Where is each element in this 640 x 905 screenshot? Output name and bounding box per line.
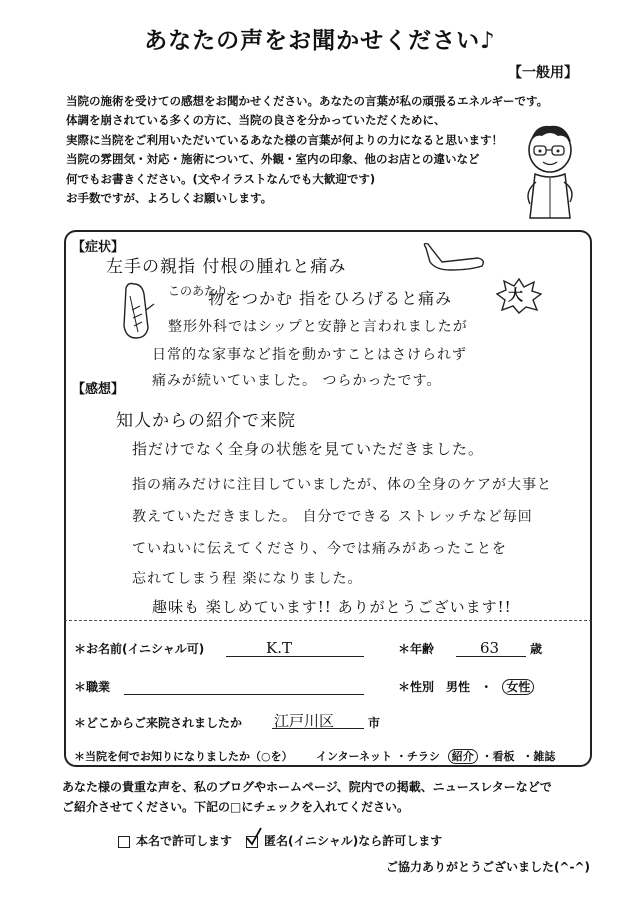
impression-line: 教えていただきました。 自分でできる ストレッチなど毎回 [132,509,533,525]
intro-text [66,92,549,208]
intro-line: 体調を崩されている多くの方に、当院の良さを分かっていただくために、 [66,113,446,128]
from-label: ＊どこからご来院されましたか [74,716,243,730]
impression-line: 指だけでなく全身の状態を見ていただきました。 [132,440,485,458]
permission-option-real[interactable] [118,832,232,849]
hand-sketch-icon [118,280,158,344]
gender-label: ＊性別 [398,680,435,694]
location-note: このあたり [168,284,229,298]
page-title: あなたの声をお聞かせください♪ [144,28,496,54]
option-real-label: 本名で許可します [136,834,233,848]
source-label: ＊当院を何でお知りになりましたか（○を） [74,750,293,763]
impression-line: 忘れてしまう程 楽になりました。 [132,571,363,587]
symptoms-label: 【症状】 [72,240,125,255]
impression-line: ていねいに伝えてくださり、今では痛みがあったことを [132,541,507,557]
permission-text-line: ご紹介させてください。下記の□にチェックを入れてください。 [62,800,409,814]
intro-line: 何でもお書きください。(文やイラストなんでも大歓迎です) [66,171,376,186]
from-field[interactable] [272,710,364,729]
option-initial-label: 匿名(イニシャル)なら許可します [264,834,443,848]
job-label: ＊職業 [74,680,111,694]
symptom-line: 日常的な家事など指を動かすことはさけられず [152,347,467,363]
checkbox-real-name[interactable] [118,836,130,848]
name-value: K.T [266,639,292,657]
intro-line: 実際に当院をご利用いただいているあなた様の言葉が何よりの力になると思います！ [66,132,503,147]
thanks-text: ご協力ありがとうございました(^-^) [385,860,590,874]
intro-line: 当院の雰囲気・対応・施術について、外観・室内の印象、他のお店との違いなど [66,152,480,167]
age-field[interactable] [456,638,526,657]
source-options [316,748,555,764]
source-option-internet[interactable]: インターネット [316,750,393,763]
burst-text: 大 [508,286,525,304]
age-label: ＊年齢 [398,642,435,656]
symptom-line: 痛みが続いていました。 つらかったです。 [152,373,442,389]
age-unit: 歳 [530,642,543,656]
intro-line: 当院の施術を受けての感想をお聞かせください。あなたの言葉が私の頑張るエネルギーです。 [66,94,549,108]
source-option-magazine[interactable]: ・雑誌 [522,750,556,763]
age-value: 63 [480,639,500,657]
symptom-line: 物をつかむ 指をひろげると痛み [208,289,453,308]
gender-options [446,678,534,695]
edition-label: 【一般用】 [508,65,578,81]
intro-line: お手数ですが、よろしくお願いします。 [66,191,273,206]
permission-text-line: あなた様の貴重な声を、私のブログやホームページ、院内での掲載、ニュースレターなどで [62,780,552,794]
gender-separator: ・ [480,680,493,694]
name-label: ＊お名前(イニシャル可) [74,642,205,656]
from-unit: 市 [368,716,381,730]
source-option-referral[interactable]: 紹介 [448,749,478,764]
name-field[interactable] [226,638,364,657]
permission-option-initial[interactable] [246,832,442,849]
symptom-line: 左手の親指 付根の腫れと痛み [106,257,347,277]
impression-line: 趣味も 楽しめています!! ありがとうございます!! [152,598,512,616]
gender-female[interactable]: 女性 [502,679,534,695]
impression-line: 指の痛みだけに注目していましたが、体の全身のケアが大事と [132,477,552,493]
impression-line: 知人からの紹介で来院 [116,411,296,431]
mascot-illustration [520,118,582,224]
checkbox-initial[interactable] [246,836,258,848]
source-option-sign[interactable]: ・看板 [481,750,515,763]
impressions-label: 【感想】 [72,382,125,397]
thumb-sketch-icon [420,240,490,280]
job-field[interactable] [124,676,364,695]
from-value: 江戸川区 [274,712,335,730]
gender-male[interactable]: 男性 [446,680,471,694]
check-mark-icon [245,827,263,847]
source-option-flyer[interactable]: ・チラシ [395,750,440,763]
symptom-line: 整形外科ではシップと安静と言われましたが [168,319,468,335]
